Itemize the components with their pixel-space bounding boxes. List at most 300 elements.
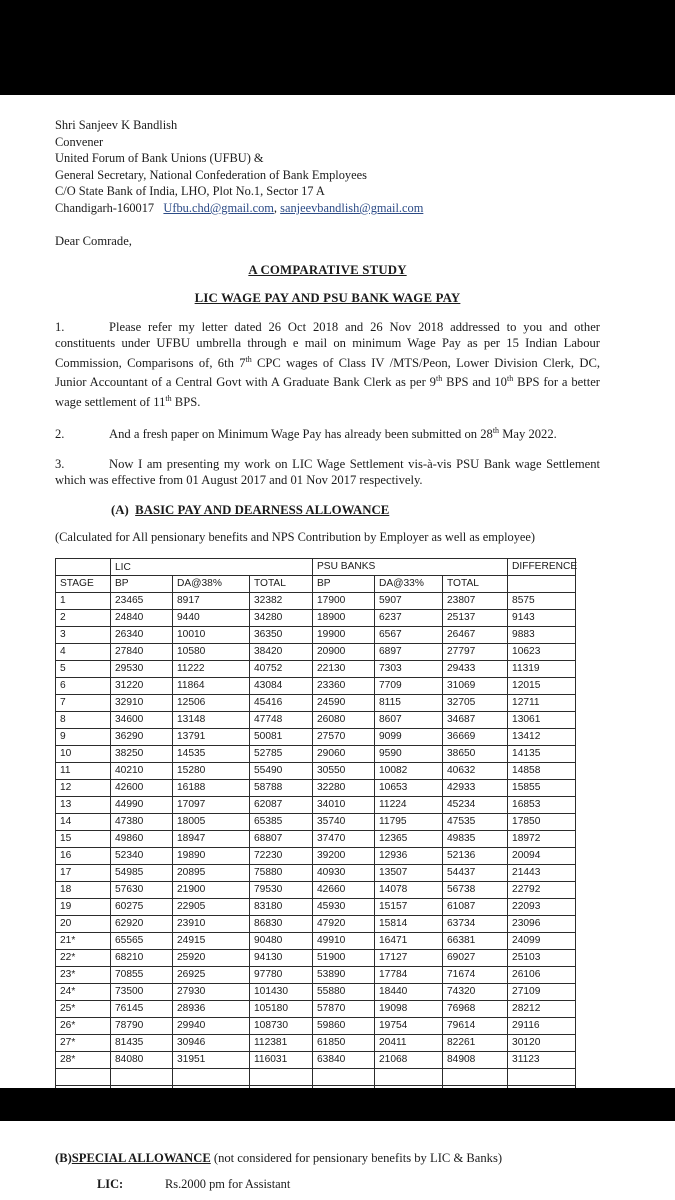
cell-difference: 26106 xyxy=(508,966,576,983)
cell-psu-da: 12365 xyxy=(375,830,443,847)
cell-difference: 18972 xyxy=(508,830,576,847)
table-row xyxy=(56,949,576,966)
cell-lic-total: 40752 xyxy=(250,660,313,677)
cell-stage: 13 xyxy=(56,796,111,813)
cell-lic-bp: 76145 xyxy=(111,1000,173,1017)
cell-lic-da: 23910 xyxy=(173,915,250,932)
section-b-lic-value: Rs.2000 pm for Assistant xyxy=(165,1177,291,1191)
cell-lic-da: 17097 xyxy=(173,796,250,813)
cell-lic-total: 34280 xyxy=(250,609,313,626)
cell-stage: 18 xyxy=(56,881,111,898)
cell-lic-bp: 27840 xyxy=(111,643,173,660)
paragraph-number: 2. xyxy=(55,427,65,442)
cell-stage: 19 xyxy=(56,898,111,915)
cell-lic-bp: 54985 xyxy=(111,864,173,881)
cell-lic-bp: 29530 xyxy=(111,660,173,677)
email-link-sanjeev[interactable]: sanjeevbandlish@gmail.com xyxy=(280,200,424,215)
cell-psu-total: 63734 xyxy=(443,915,508,932)
cell-stage: 14 xyxy=(56,813,111,830)
paragraph-text: Now I am presenting my work on LIC Wage Settlement vis-à-vis PSU Bank wage Settlement which was effective from 01 August 2017 and 01 Nov 2017 respectively. xyxy=(55,456,600,488)
cell-lic-bp: 40210 xyxy=(111,762,173,779)
cell-lic-total: 50081 xyxy=(250,728,313,745)
group-header-psu-banks: PSU BANKS xyxy=(313,558,508,575)
cell-psu-total: 29433 xyxy=(443,660,508,677)
table-row xyxy=(56,830,576,847)
table-row xyxy=(56,864,576,881)
cell-difference: 11319 xyxy=(508,660,576,677)
column-header-psu-bp: BP xyxy=(313,575,375,592)
cell-difference: 23096 xyxy=(508,915,576,932)
cell-psu-bp: 53890 xyxy=(313,966,375,983)
cell-difference: 14858 xyxy=(508,762,576,779)
cell-psu-total: 71674 xyxy=(443,966,508,983)
cell-psu-da: 11224 xyxy=(375,796,443,813)
cell-stage: 7 xyxy=(56,694,111,711)
cell-lic-bp: 24840 xyxy=(111,609,173,626)
paragraph-number: 3. xyxy=(55,456,65,471)
cell-lic-da: 20895 xyxy=(173,864,250,881)
cell-lic-total: 79530 xyxy=(250,881,313,898)
cell-lic-da: 26925 xyxy=(173,966,250,983)
cell-difference: 22792 xyxy=(508,881,576,898)
cell-lic-bp: 36290 xyxy=(111,728,173,745)
cell-lic-total: 94130 xyxy=(250,949,313,966)
cell-psu-da: 5907 xyxy=(375,592,443,609)
cell-psu-bp: 32280 xyxy=(313,779,375,796)
cell-lic-bp: 31220 xyxy=(111,677,173,694)
cell-stage: 1 xyxy=(56,592,111,609)
cell-stage: 23* xyxy=(56,966,111,983)
cell-psu-da: 9099 xyxy=(375,728,443,745)
cell-psu-total xyxy=(443,1068,508,1085)
cell-difference: 9143 xyxy=(508,609,576,626)
table-row xyxy=(56,932,576,949)
letterhead-line: Convener xyxy=(55,134,104,149)
section-b-note: (not considered for pensionary benefits by LIC & Banks) xyxy=(213,1151,503,1165)
table-row xyxy=(56,643,576,660)
cell-lic-bp: 78790 xyxy=(111,1017,173,1034)
pay-comparison-table xyxy=(55,558,576,1106)
cell-lic-bp: 52340 xyxy=(111,847,173,864)
cell-lic-total: 86830 xyxy=(250,915,313,932)
cell-stage: 26* xyxy=(56,1017,111,1034)
cell-stage: 5 xyxy=(56,660,111,677)
cell-psu-da: 19098 xyxy=(375,1000,443,1017)
cell-lic-da: 10010 xyxy=(173,626,250,643)
cell-psu-da xyxy=(375,1068,443,1085)
cell-psu-total: 76968 xyxy=(443,1000,508,1017)
letterhead-line: General Secretary, National Confederation of Bank Employees xyxy=(55,167,367,182)
section-b-lic-label: LIC: xyxy=(97,1177,124,1191)
cell-lic-bp: 70855 xyxy=(111,966,173,983)
cell-psu-da: 10653 xyxy=(375,779,443,796)
cell-psu-bp: 22130 xyxy=(313,660,375,677)
cell-lic-da: 15280 xyxy=(173,762,250,779)
cell-psu-bp: 45930 xyxy=(313,898,375,915)
cell-difference: 22093 xyxy=(508,898,576,915)
table-row xyxy=(56,813,576,830)
section-b-lic-row xyxy=(55,1177,600,1192)
cell-lic-total: 72230 xyxy=(250,847,313,864)
cell-psu-bp: 42660 xyxy=(313,881,375,898)
cell-lic-total: 45416 xyxy=(250,694,313,711)
cell-lic-da: 11222 xyxy=(173,660,250,677)
cell-psu-da: 15814 xyxy=(375,915,443,932)
cell-psu-bp: 35740 xyxy=(313,813,375,830)
cell-stage: 2 xyxy=(56,609,111,626)
cell-lic-bp: 60275 xyxy=(111,898,173,915)
cell-lic-total: 116031 xyxy=(250,1051,313,1068)
cell-psu-da: 20411 xyxy=(375,1034,443,1051)
table-row xyxy=(56,847,576,864)
cell-stage: 16 xyxy=(56,847,111,864)
cell-difference: 9883 xyxy=(508,626,576,643)
cell-stage: 4 xyxy=(56,643,111,660)
cell-psu-bp: 51900 xyxy=(313,949,375,966)
cell-psu-bp: 19900 xyxy=(313,626,375,643)
cell-psu-bp: 34010 xyxy=(313,796,375,813)
cell-lic-da: 28936 xyxy=(173,1000,250,1017)
table-row xyxy=(56,779,576,796)
paragraph-number: 1. xyxy=(55,319,65,334)
cell-lic-total: 108730 xyxy=(250,1017,313,1034)
cell-lic-total: 47748 xyxy=(250,711,313,728)
cell-psu-total: 27797 xyxy=(443,643,508,660)
cell-psu-total: 36669 xyxy=(443,728,508,745)
table-row xyxy=(56,881,576,898)
section-a-tag: (A) xyxy=(111,502,129,517)
cell-difference: 15855 xyxy=(508,779,576,796)
cell-stage: 20 xyxy=(56,915,111,932)
cell-psu-bp: 18900 xyxy=(313,609,375,626)
cell-lic-total: 105180 xyxy=(250,1000,313,1017)
document-page-continued xyxy=(0,1121,675,1200)
cell-difference: 10623 xyxy=(508,643,576,660)
cell-lic-bp: 23465 xyxy=(111,592,173,609)
cell-psu-da: 6897 xyxy=(375,643,443,660)
cell-lic-da: 8917 xyxy=(173,592,250,609)
cell-psu-da: 11795 xyxy=(375,813,443,830)
cell-stage: 22* xyxy=(56,949,111,966)
cell-psu-bp: 26080 xyxy=(313,711,375,728)
cell-psu-bp: 27570 xyxy=(313,728,375,745)
cell-lic-bp: 81435 xyxy=(111,1034,173,1051)
cell-lic-total: 58788 xyxy=(250,779,313,796)
top-letterbox-bar xyxy=(0,0,675,95)
cell-psu-total: 49835 xyxy=(443,830,508,847)
cell-lic-bp: 68210 xyxy=(111,949,173,966)
email-separator: , xyxy=(273,200,278,215)
cell-psu-bp: 61850 xyxy=(313,1034,375,1051)
table-row xyxy=(56,1017,576,1034)
cell-psu-bp: 30550 xyxy=(313,762,375,779)
cell-stage: 28* xyxy=(56,1051,111,1068)
cell-stage: 24* xyxy=(56,983,111,1000)
cell-psu-da: 7709 xyxy=(375,677,443,694)
cell-psu-total: 52136 xyxy=(443,847,508,864)
cell-lic-da: 29940 xyxy=(173,1017,250,1034)
table-row xyxy=(56,609,576,626)
cell-lic-da: 16188 xyxy=(173,779,250,796)
salutation: Dear Comrade, xyxy=(55,233,132,248)
cell-lic-total: 55490 xyxy=(250,762,313,779)
cell-psu-total: 74320 xyxy=(443,983,508,1000)
cell-lic-da: 13791 xyxy=(173,728,250,745)
cell-difference: 14135 xyxy=(508,745,576,762)
cell-psu-bp: 17900 xyxy=(313,592,375,609)
cell-psu-da: 13507 xyxy=(375,864,443,881)
cell-difference: 8575 xyxy=(508,592,576,609)
section-a-note: (Calculated for All pensionary benefits and NPS Contribution by Employer as well as employee) xyxy=(55,529,536,544)
cell-psu-da: 6567 xyxy=(375,626,443,643)
table-group-header-row xyxy=(56,558,576,575)
column-header-lic-da: DA@38% xyxy=(173,575,250,592)
cell-lic-bp: 32910 xyxy=(111,694,173,711)
cell-psu-bp: 29060 xyxy=(313,745,375,762)
cell-difference: 29116 xyxy=(508,1017,576,1034)
cell-difference: 12015 xyxy=(508,677,576,694)
table-row xyxy=(56,966,576,983)
cell-difference: 28212 xyxy=(508,1000,576,1017)
cell-psu-total: 26467 xyxy=(443,626,508,643)
cell-psu-bp: 59860 xyxy=(313,1017,375,1034)
cell-stage: 17 xyxy=(56,864,111,881)
letterhead-line: C/O State Bank of India, LHO, Plot No.1, Sector 17 A xyxy=(55,184,325,199)
table-row xyxy=(56,626,576,643)
document-page xyxy=(0,95,675,1088)
cell-lic-da: 9440 xyxy=(173,609,250,626)
table-row xyxy=(56,1000,576,1017)
cell-psu-da: 15157 xyxy=(375,898,443,915)
cell-psu-da: 21068 xyxy=(375,1051,443,1068)
cell-difference: 21443 xyxy=(508,864,576,881)
cell-difference: 17850 xyxy=(508,813,576,830)
cell-psu-da: 10082 xyxy=(375,762,443,779)
paragraph-2 xyxy=(55,423,600,443)
city-pin-text: Chandigarh-160017 xyxy=(55,200,155,215)
cell-lic-bp: 62920 xyxy=(111,915,173,932)
cell-lic-da: 25920 xyxy=(173,949,250,966)
cell-lic-da: 12506 xyxy=(173,694,250,711)
email-link-ufbu[interactable]: Ufbu.chd@gmail.com xyxy=(163,200,274,215)
cell-psu-total: 56738 xyxy=(443,881,508,898)
cell-stage xyxy=(56,1068,111,1085)
cell-psu-total: 47535 xyxy=(443,813,508,830)
table-row xyxy=(56,694,576,711)
cell-lic-total: 101430 xyxy=(250,983,313,1000)
cell-lic-bp: 47380 xyxy=(111,813,173,830)
cell-psu-total: 45234 xyxy=(443,796,508,813)
table-row xyxy=(56,660,576,677)
cell-lic-total: 75880 xyxy=(250,864,313,881)
cell-lic-total: 90480 xyxy=(250,932,313,949)
document-subtitle: LIC WAGE PAY AND PSU BANK WAGE PAY xyxy=(194,290,461,305)
cell-psu-da: 9590 xyxy=(375,745,443,762)
column-header-difference-blank xyxy=(508,575,576,592)
cell-lic-bp: 42600 xyxy=(111,779,173,796)
group-header-lic: LIC xyxy=(111,558,313,575)
cell-lic-da: 11864 xyxy=(173,677,250,694)
cell-lic-total: 52785 xyxy=(250,745,313,762)
table-row xyxy=(56,677,576,694)
column-header-stage: STAGE xyxy=(56,575,111,592)
document-title: A COMPARATIVE STUDY xyxy=(248,262,407,277)
cell-difference xyxy=(508,1068,576,1085)
cell-stage: 10 xyxy=(56,745,111,762)
cell-psu-bp xyxy=(313,1068,375,1085)
paragraph-text: And a fresh paper on Minimum Wage Pay has already been submitted on 28th May 2022. xyxy=(109,426,557,442)
cell-psu-da: 14078 xyxy=(375,881,443,898)
cell-difference: 24099 xyxy=(508,932,576,949)
cell-lic-da: 24915 xyxy=(173,932,250,949)
cell-lic-da: 18947 xyxy=(173,830,250,847)
cell-lic-total: 65385 xyxy=(250,813,313,830)
cell-lic-total: 62087 xyxy=(250,796,313,813)
bottom-letterbox-bar xyxy=(0,1088,675,1121)
table-row xyxy=(56,745,576,762)
cell-lic-bp: 73500 xyxy=(111,983,173,1000)
letterhead-block xyxy=(55,117,600,217)
cell-psu-bp: 37470 xyxy=(313,830,375,847)
letterhead-contact-line xyxy=(55,200,600,217)
table-column-header-row xyxy=(56,575,576,592)
paragraph-3 xyxy=(55,456,600,489)
table-row xyxy=(56,915,576,932)
cell-lic-total: 83180 xyxy=(250,898,313,915)
cell-psu-total: 61087 xyxy=(443,898,508,915)
cell-stage: 27* xyxy=(56,1034,111,1051)
section-b-title: SPECIAL ALLOWANCE xyxy=(71,1151,211,1165)
cell-difference: 13061 xyxy=(508,711,576,728)
cell-lic-bp: 34600 xyxy=(111,711,173,728)
table-row xyxy=(56,983,576,1000)
table-row xyxy=(56,898,576,915)
cell-psu-bp: 24590 xyxy=(313,694,375,711)
cell-difference: 16853 xyxy=(508,796,576,813)
cell-psu-da: 8115 xyxy=(375,694,443,711)
cell-lic-bp: 49860 xyxy=(111,830,173,847)
cell-difference: 20094 xyxy=(508,847,576,864)
table-row xyxy=(56,796,576,813)
cell-lic-da: 13148 xyxy=(173,711,250,728)
cell-stage: 15 xyxy=(56,830,111,847)
cell-lic-total: 112381 xyxy=(250,1034,313,1051)
cell-lic-bp: 38250 xyxy=(111,745,173,762)
cell-psu-bp: 40930 xyxy=(313,864,375,881)
cell-psu-da: 8607 xyxy=(375,711,443,728)
section-b-tag: (B) xyxy=(55,1151,72,1165)
cell-psu-bp: 23360 xyxy=(313,677,375,694)
cell-lic-da xyxy=(173,1068,250,1085)
cell-psu-da: 6237 xyxy=(375,609,443,626)
cell-lic-total: 68807 xyxy=(250,830,313,847)
cell-difference: 12711 xyxy=(508,694,576,711)
cell-psu-total: 54437 xyxy=(443,864,508,881)
cell-lic-total: 43084 xyxy=(250,677,313,694)
cell-stage: 8 xyxy=(56,711,111,728)
cell-psu-da: 18440 xyxy=(375,983,443,1000)
cell-psu-bp: 49910 xyxy=(313,932,375,949)
cell-lic-bp xyxy=(111,1068,173,1085)
cell-psu-da: 16471 xyxy=(375,932,443,949)
cell-lic-bp: 65565 xyxy=(111,932,173,949)
cell-difference: 25103 xyxy=(508,949,576,966)
cell-lic-total: 36350 xyxy=(250,626,313,643)
column-header-psu-da: DA@33% xyxy=(375,575,443,592)
section-a-title: BASIC PAY AND DEARNESS ALLOWANCE xyxy=(135,502,390,517)
cell-psu-da: 17127 xyxy=(375,949,443,966)
cell-psu-bp: 39200 xyxy=(313,847,375,864)
cell-lic-da: 21900 xyxy=(173,881,250,898)
cell-psu-total: 23807 xyxy=(443,592,508,609)
group-header-difference: DIFFERENCE xyxy=(508,558,576,575)
cell-psu-total: 32705 xyxy=(443,694,508,711)
cell-lic-da: 22905 xyxy=(173,898,250,915)
cell-lic-bp: 26340 xyxy=(111,626,173,643)
cell-psu-total: 31069 xyxy=(443,677,508,694)
cell-psu-bp: 55880 xyxy=(313,983,375,1000)
group-header-empty xyxy=(56,558,111,575)
table-row xyxy=(56,762,576,779)
cell-psu-total: 38650 xyxy=(443,745,508,762)
cell-difference: 30120 xyxy=(508,1034,576,1051)
cell-lic-total xyxy=(250,1068,313,1085)
paragraph-text: Please refer my letter dated 26 Oct 2018 and 26 Nov 2018 addressed to you and other constituents under UFBU umbrella through e mail on minimum Wage Pay as per 15 Indian Labour Commission, Comparisons of, 6th 7th CPC wages of Class IV /MTS/Peon, Lower Division Clerk, DC, Junior Accountant of a Central Govt with A Graduate Bank Clerk as per 9th BPS and 10th BPS for a better wage settlement of 11th BPS. xyxy=(55,319,601,409)
cell-lic-da: 14535 xyxy=(173,745,250,762)
cell-lic-bp: 57630 xyxy=(111,881,173,898)
table-row xyxy=(56,728,576,745)
cell-psu-bp: 57870 xyxy=(313,1000,375,1017)
cell-stage: 3 xyxy=(56,626,111,643)
cell-psu-total: 42933 xyxy=(443,779,508,796)
column-header-psu-total: TOTAL xyxy=(443,575,508,592)
cell-psu-total: 82261 xyxy=(443,1034,508,1051)
cell-psu-bp: 47920 xyxy=(313,915,375,932)
table-spacer-row xyxy=(56,1068,576,1085)
cell-stage: 25* xyxy=(56,1000,111,1017)
cell-psu-total: 66381 xyxy=(443,932,508,949)
letterhead-line: United Forum of Bank Unions (UFBU) & xyxy=(55,151,264,166)
cell-stage: 9 xyxy=(56,728,111,745)
paragraph-1 xyxy=(55,319,600,411)
cell-lic-da: 27930 xyxy=(173,983,250,1000)
cell-lic-total: 32382 xyxy=(250,592,313,609)
cell-stage: 21* xyxy=(56,932,111,949)
cell-lic-total: 38420 xyxy=(250,643,313,660)
cell-lic-bp: 84080 xyxy=(111,1051,173,1068)
cell-difference: 31123 xyxy=(508,1051,576,1068)
cell-difference: 13412 xyxy=(508,728,576,745)
cell-stage: 11 xyxy=(56,762,111,779)
letterhead-line: Shri Sanjeev K Bandlish xyxy=(55,118,178,132)
section-a-heading xyxy=(55,503,600,518)
cell-psu-total: 25137 xyxy=(443,609,508,626)
column-header-lic-total: TOTAL xyxy=(250,575,313,592)
cell-psu-total: 69027 xyxy=(443,949,508,966)
cell-stage: 12 xyxy=(56,779,111,796)
cell-psu-total: 84908 xyxy=(443,1051,508,1068)
cell-psu-da: 17784 xyxy=(375,966,443,983)
cell-psu-total: 79614 xyxy=(443,1017,508,1034)
cell-lic-da: 19890 xyxy=(173,847,250,864)
cell-stage: 6 xyxy=(56,677,111,694)
cell-lic-da: 10580 xyxy=(173,643,250,660)
table-row xyxy=(56,1051,576,1068)
cell-lic-da: 30946 xyxy=(173,1034,250,1051)
table-row xyxy=(56,711,576,728)
cell-psu-total: 34687 xyxy=(443,711,508,728)
cell-lic-total: 97780 xyxy=(250,966,313,983)
